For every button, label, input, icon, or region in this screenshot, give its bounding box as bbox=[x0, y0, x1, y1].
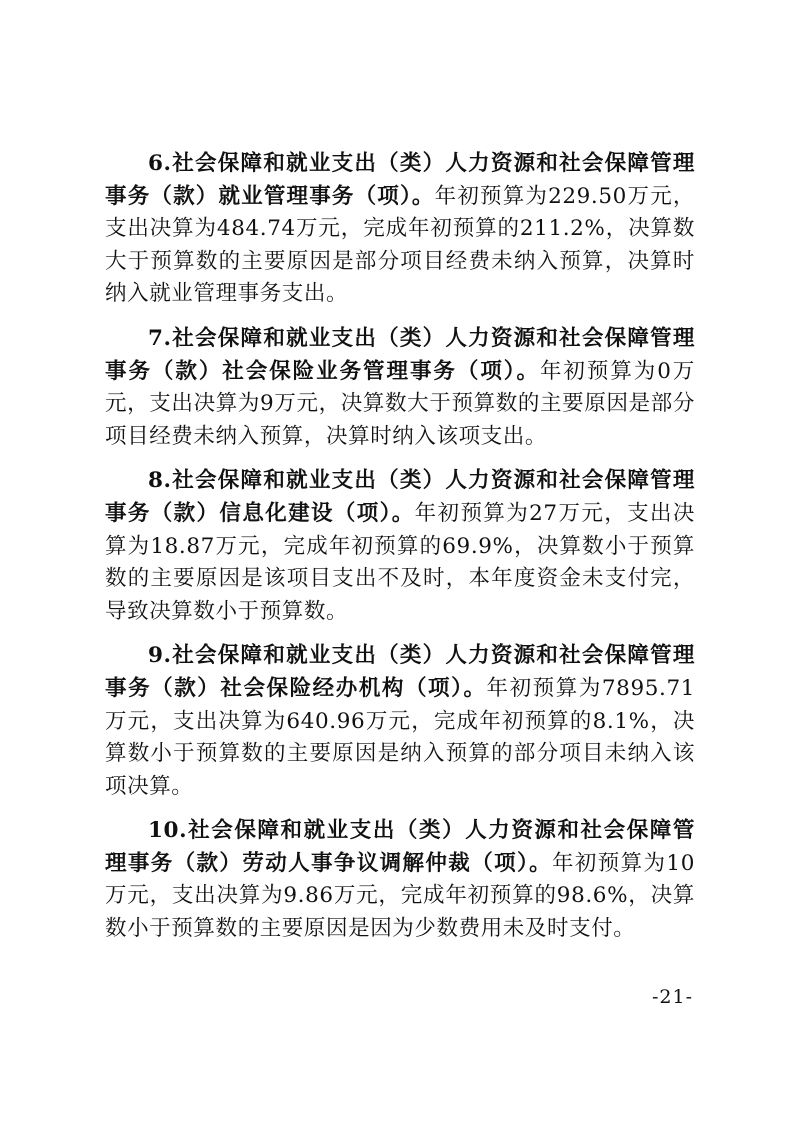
paragraph-body: 年初预算为229.50万元，支出决算为484.74万元，完成年初预算的211.2%，决算数大于预算数的主要原因是部分项目经费未纳入预算，决算时纳入就业管理事务支出。 bbox=[105, 183, 695, 307]
paragraph-heading: 7.社会保障和就业支出（类）人力资源和社会保障管理事务（款）社会保险业务管理事务（项）。 bbox=[105, 325, 695, 384]
paragraph-body: 年初预算为10万元，支出决算为9.86万元，完成年初预算的98.6%，决算数小于预算数的主要原因是因为少数费用未及时支付。 bbox=[105, 850, 695, 942]
paragraph-heading: 9.社会保障和就业支出（类）人力资源和社会保障管理事务（款）社会保险经办机构（项）。 bbox=[105, 643, 695, 701]
paragraph-heading: 10.社会保障和就业支出（类）人力资源和社会保障管理事务（款）劳动人事争议调解仲裁（项）。 bbox=[105, 818, 695, 876]
paragraph-item-10 bbox=[105, 815, 695, 945]
paragraph-heading: 8.社会保障和就业支出（类）人力资源和社会保障管理事务（款）信息化建设（项）。 bbox=[105, 468, 695, 526]
document-body bbox=[105, 148, 695, 958]
paragraph-heading: 6.社会保障和就业支出（类）人力资源和社会保障管理事务（款）就业管理事务（项）。 bbox=[105, 151, 695, 209]
paragraph-item-9 bbox=[105, 640, 695, 803]
paragraph-body: 年初预算为27万元，支出决算为18.87万元，完成年初预算的69.9%，决算数小于预算数的主要原因是该项目支出不及时，本年度资金未支付完，导致决算数小于预算数。 bbox=[105, 500, 695, 624]
paragraph-item-6 bbox=[105, 148, 695, 311]
paragraph-item-7 bbox=[105, 323, 695, 453]
paragraph-body: 年初预算为7895.71万元，支出决算为640.96万元，完成年初预算的8.1%，决算数小于预算数的主要原因是纳入预算的部分项目未纳入该项决算。 bbox=[105, 675, 696, 799]
paragraph-body: 年初预算为0万元，支出决算为9万元，决算数大于预算数的主要原因是部分项目经费未纳入预算，决算时纳入该项支出。 bbox=[105, 358, 695, 449]
page-number: -21- bbox=[651, 986, 693, 1008]
paragraph-item-8 bbox=[105, 465, 695, 628]
